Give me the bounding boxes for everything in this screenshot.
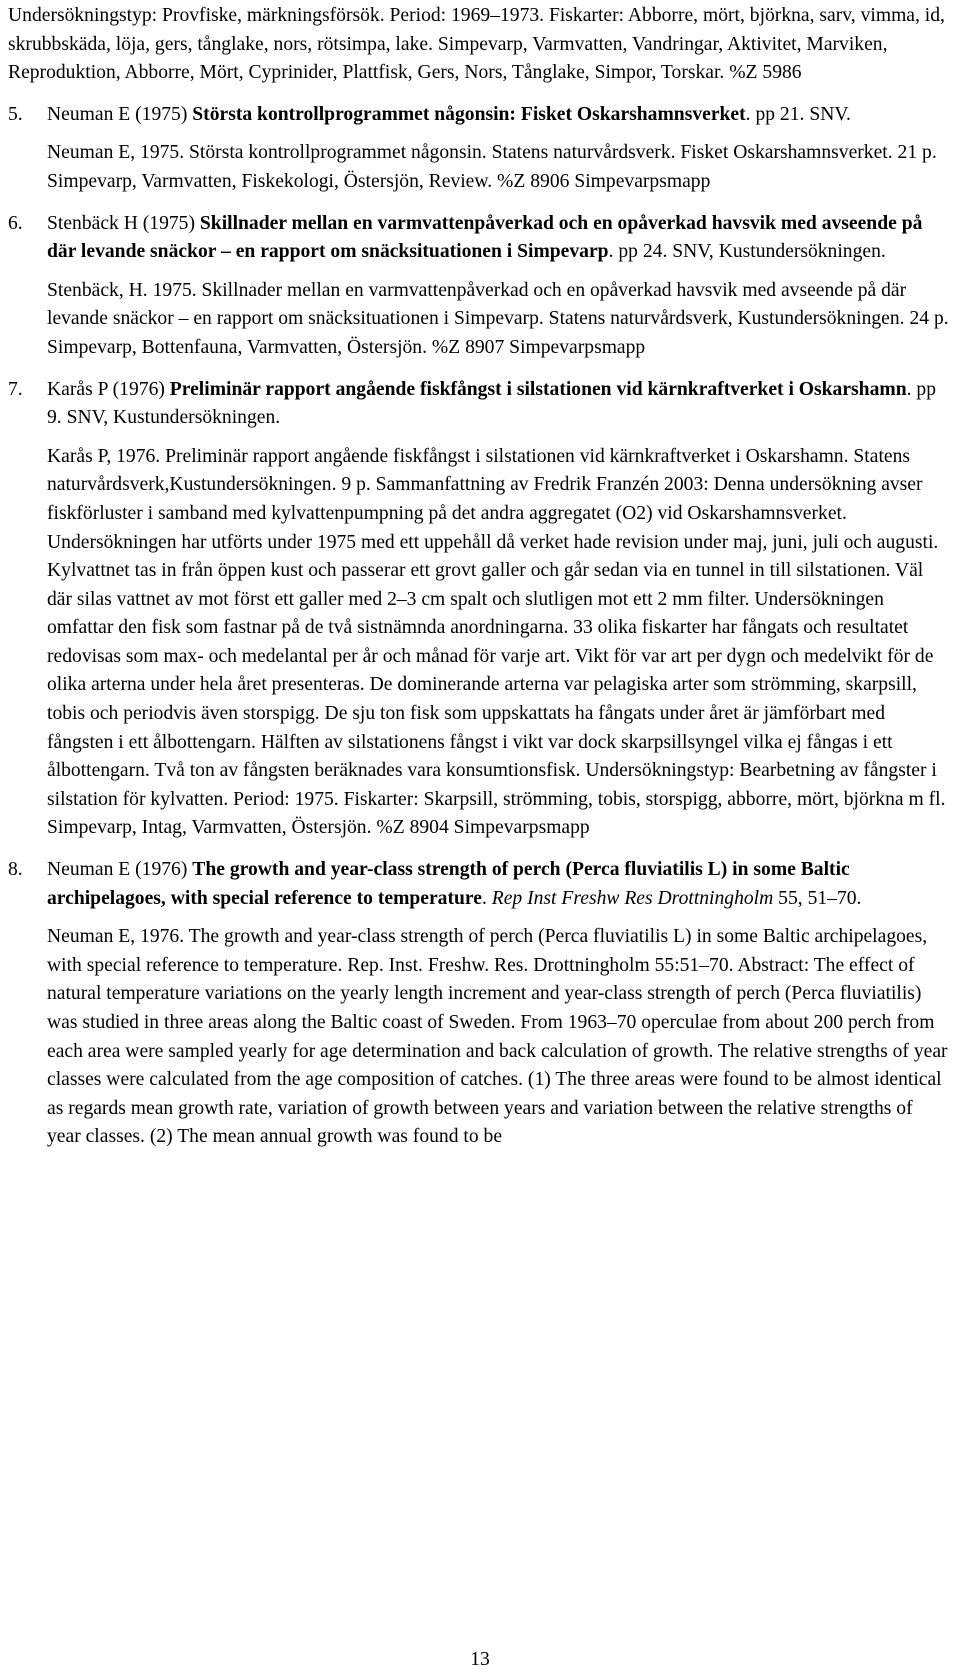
continued-entry-text: Undersökningstyp: Provfiske, märkningsförsök. Period: 1969–1973. Fiskarter: Abborre, mört, björkna, sarv, vimma, id, skrubbskäda, löja, gers, tånglake, nors, rötsimpa, lake. Simpevarp, Varmvatten, Vandringar, Aktivitet, Marviken, Reproduktion, Abborre, Mört, Cyprinider, Plattfisk, Gers, Nors, Tånglake, Simpor, Torskar. %Z 5986: [8, 5, 945, 84]
reference-entry-6: [8, 210, 950, 363]
citation-author-year: Stenbäck H (1975): [47, 212, 200, 234]
citation-source: . pp 9. SNV, Kustundersökningen.: [47, 378, 936, 429]
entry-citation: [47, 856, 950, 913]
entry-number: 8.: [8, 859, 23, 881]
entry-detail: Stenbäck, H. 1975. Skillnader mellan en varmvattenpåverkad och en opåverkad havsvik med avseende på där levande snäckor – en rapport om snäcksituationen i Simpevarp. Statens naturvårdsverk, Kustundersökningen. 24 p. Simpevarp, Bottenfauna, Varmvatten, Östersjön. %Z 8907 Simpevarpsmapp: [47, 279, 949, 358]
entry-number: 7.: [8, 378, 23, 400]
citation-title: Skillnader mellan en varmvattenpåverkad och en opåverkad havsvik med avseende på där levande snäckor – en rapport om snäcksituationen i Simpevarp: [47, 212, 923, 263]
entry-number: 6.: [8, 212, 23, 234]
entry-citation: [47, 376, 950, 433]
reference-list: [8, 2, 950, 1152]
reference-entry-5: [8, 101, 950, 197]
citation-title: Största kontrollprogrammet någonsin: Fisket Oskarshamnsverket: [192, 103, 746, 125]
citation-title: The growth and year-class strength of perch (Perca fluviatilis L) in some Baltic archipelagoes, with special reference to temperature: [47, 859, 850, 909]
entry-citation: [47, 210, 950, 267]
entry-detail: Karås P, 1976. Preliminär rapport angående fiskfångst i silstationen vid kärnkraftverket i Oskarshamn. Statens naturvårdsverk,Kustundersökningen. 9 p. Sammanfattning av Fredrik Franzén 2003: Denna undersökning avser fiskförluster i samband med kylvattenpumpning på det andra aggregatet (O2) vid Oskarshamnsverket. Undersökningen har utförts under 1975 med ett uppehåll då verket hade revision under maj, juni, juli och augusti. Kylvattnet tas in från öppen kust och passerar ett grovt galler och går sedan via en tunnel in till silstationen. Väl där silas vattnet av mot först ett galler med 2–3 cm spalt och slutligen mot ett 2 mm filter. Undersökningen omfattar den fisk som fastnar på de två sistnämnda anordningarna. 33 olika fiskarter har fångats och resultatet redovisas som max- och medelantal per år och månad för varje art. Vikt för var art per dygn och medelvikt för de olika arterna under hela året presenteras. De dominerande arterna var pelagiska arter som strömming, skarpsill, tobis och periodvis även storspigg. De sju ton fisk som uppskattats ha fångats under året är jämförbart med fångsten i ett ålbottengarn. Hälften av silstationens fångst i vikt var dock skarpsillsyngel vilka ej fångas i ett ålbottengarn. Två ton av fångsten beräknades vara konsumtionsfisk. Undersökningstyp: Bearbetning av fångster i silstation för kylvatten. Period: 1975. Fiskarter: Skarpsill, strömming, tobis, storspigg, abborre, mört, björkna m fl. Simpevarp, Intag, Varmvatten, Östersjön. %Z 8904 Simpevarpsmapp: [47, 445, 946, 839]
citation-author-year: Karås P (1976): [47, 378, 170, 400]
reference-entry-7: [8, 376, 950, 844]
citation-author-year: Neuman E (1976): [47, 859, 193, 881]
page-number: 13: [470, 1649, 490, 1670]
entry-detail: Neuman E, 1976. The growth and year-class strength of perch (Perca fluviatilis L) in some Baltic archipelagoes, with special reference to temperature. Rep. Inst. Freshw. Res. Drottningholm 55:51–70. Abstract: The effect of natural temperature variations on the yearly length increment and year-class strength of perch (Perca fluviatilis) was studied in three areas along the Baltic coast of Sweden. From 1963–70 operculae from about 200 perch from each area were sampled yearly for age determination and back calculation of growth. The relative strengths of year classes were calculated from the age composition of catches. (1) The three areas were found to be almost identical as regards mean growth rate, variation of growth between years and variation between the relative strengths of year classes. (2) The mean annual growth was found to be: [47, 926, 948, 1148]
citation-title: Preliminär rapport angående fiskfångst i silstationen vid kärnkraftverket i Oskarshamn: [169, 378, 907, 400]
entry-citation: [47, 101, 950, 130]
citation-source: . pp 24. SNV, Kustundersökningen.: [608, 241, 886, 263]
citation-journal: Rep Inst Freshw Res Drottningholm: [491, 887, 774, 909]
reference-entry-8: [8, 856, 950, 1152]
citation-source: . pp 21. SNV.: [745, 103, 851, 125]
citation-author-year: Neuman E (1975): [47, 103, 193, 125]
citation-volume: 55, 51–70.: [773, 887, 862, 909]
citation-source: .: [481, 887, 492, 909]
entry-detail: Neuman E, 1975. Största kontrollprogrammet någonsin. Statens naturvårdsverk. Fisket Oskarshamnsverket. 21 p. Simpevarp, Varmvatten, Fiskekologi, Östersjön, Review. %Z 8906 Simpevarpsmapp: [47, 142, 937, 192]
entry-number: 5.: [8, 103, 23, 125]
